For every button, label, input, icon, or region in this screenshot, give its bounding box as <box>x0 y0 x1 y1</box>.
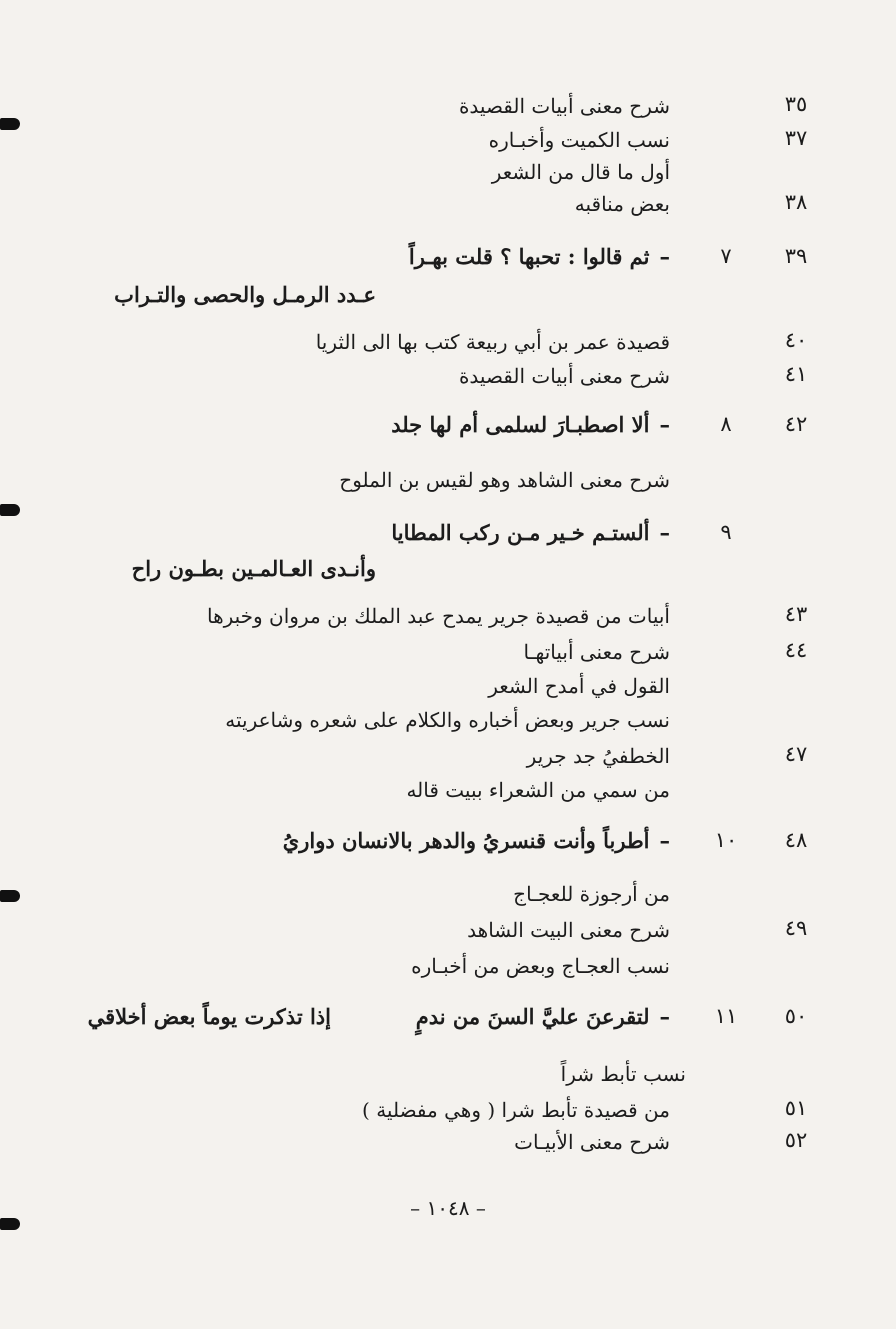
index-entry: نسب الكميت وأخبـاره <box>488 128 670 152</box>
verse-line: –ألستـم خـير مـن ركب المطايا <box>391 520 670 545</box>
verse-continuation: عـدد الرمـل والحصى والتـراب <box>114 282 376 307</box>
verse-continuation: وأنـدى العـالمـين بطـون راح <box>131 556 376 581</box>
verse-second-hemistich: والدهر بالانسان دواريُ <box>282 828 476 853</box>
index-entry: شرح معنى أبيات القصيدة <box>458 94 670 118</box>
index-entry: شرح معنى أبيات القصيدة <box>458 364 670 388</box>
verse-text: ألا اصطبـارَ لسلمى أم لها جلد <box>391 412 650 437</box>
scan-mark <box>0 890 20 902</box>
verse-number: ٧ <box>720 244 732 268</box>
verse-line: –ثم قالوا : تحبها ؟ قلت بهـراً <box>408 244 670 269</box>
page-footer-number: – ١٠٤٨ – <box>410 1196 486 1220</box>
verse-second-hemistich: إذا تذكرت يوماً بعض أخلاقي <box>87 1004 331 1029</box>
page-number: ٣٨ <box>784 190 808 214</box>
index-entry: أول ما قال من الشعر <box>491 160 670 184</box>
verse-number: ١١ <box>714 1004 738 1028</box>
index-entry: من سمي من الشعراء ببيت قاله <box>406 778 670 802</box>
index-entry: من أرجوزة للعجـاج <box>513 882 670 906</box>
scan-mark <box>0 504 20 516</box>
page-number: ٤٨ <box>784 828 808 852</box>
page-number: ٤٢ <box>784 412 808 436</box>
verse-line: –أطرباً وأنت قنسريُ <box>482 828 670 853</box>
page-number: ٤٩ <box>784 916 808 940</box>
verse-text: أطرباً وأنت قنسريُ <box>482 828 650 853</box>
page-number: ٤٤ <box>784 638 808 662</box>
index-entry: نسب تأبط شراً <box>560 1062 686 1086</box>
page-number: ٤١ <box>784 362 808 386</box>
page-number: ٤٧ <box>784 742 808 766</box>
page-number: ٤٠ <box>784 328 808 352</box>
page-number: ٤٣ <box>784 602 808 626</box>
index-entry: بعض مناقبه <box>574 192 670 216</box>
page-number: ٥١ <box>784 1096 808 1120</box>
page-number: ٣٥ <box>784 92 808 116</box>
verse-text: ألستـم خـير مـن ركب المطايا <box>391 520 650 545</box>
index-entry: أبيات من قصيدة جرير يمدح عبد الملك بن مروان وخبرها <box>206 604 670 628</box>
index-entry: شرح معنى أبياتهـا <box>523 640 670 664</box>
page-number: ٣٧ <box>784 126 808 150</box>
verse-line: –لتقرعنَ عليَّ السنَ من ندمٍ <box>415 1004 670 1029</box>
index-entry: نسب جرير وبعض أخباره والكلام على شعره وشاعريته <box>225 708 670 732</box>
index-entry: شرح معنى البيت الشاهد <box>467 918 670 942</box>
scan-mark <box>0 1218 20 1230</box>
index-entry: من قصيدة تأبط شرا ( وهي مفضلية ) <box>362 1098 670 1122</box>
index-entry: نسب العجـاج وبعض من أخبـاره <box>411 954 670 978</box>
verse-text: لتقرعنَ عليَّ السنَ من ندمٍ <box>415 1004 650 1029</box>
verse-number: ١٠ <box>714 828 738 852</box>
page-number: ٥٠ <box>784 1004 808 1028</box>
index-entry: الخطفيُ جد جرير <box>526 744 670 768</box>
index-entry: شرح معنى الأبيـات <box>514 1130 670 1154</box>
verse-line: –ألا اصطبـارَ لسلمى أم لها جلد <box>391 412 670 437</box>
verse-number: ٩ <box>720 520 732 544</box>
index-entry: القول في أمدح الشعر <box>488 674 670 698</box>
index-entry: شرح معنى الشاهد وهو لقيس بن الملوح <box>339 468 670 492</box>
page-number: ٥٢ <box>784 1128 808 1152</box>
index-entry: قصيدة عمر بن أبي ربيعة كتب بها الى الثريا <box>315 330 670 354</box>
verse-text: ثم قالوا : تحبها ؟ قلت بهـراً <box>408 244 650 269</box>
scan-mark <box>0 118 20 130</box>
verse-number: ٨ <box>720 412 732 436</box>
page-number: ٣٩ <box>784 244 808 268</box>
